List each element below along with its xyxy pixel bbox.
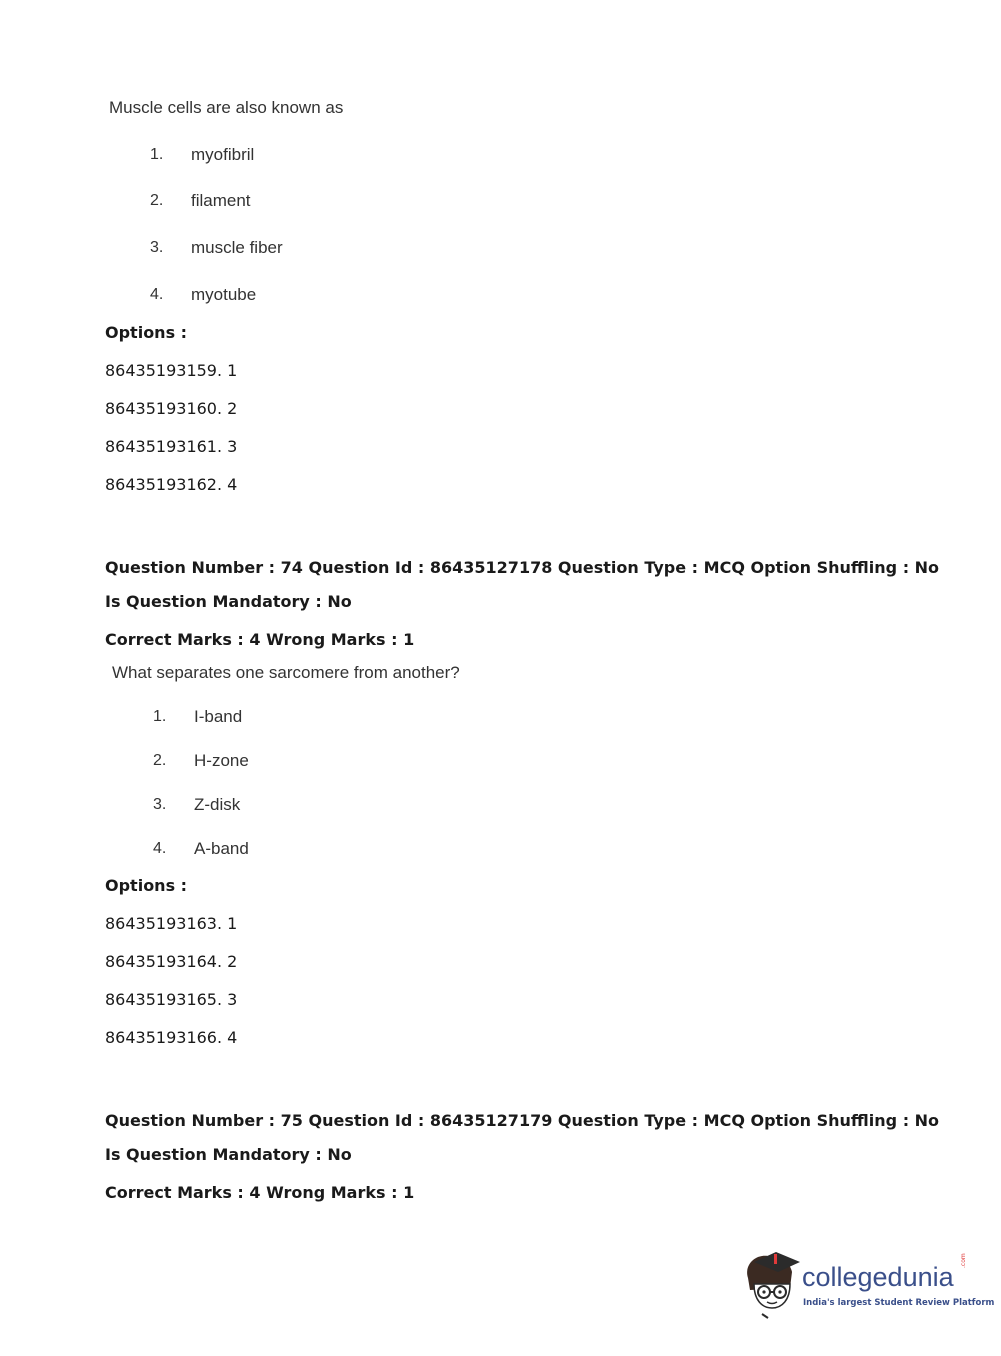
- option-id: 86435193160. 2: [105, 399, 238, 418]
- question-marks: Correct Marks : 4 Wrong Marks : 1: [105, 1183, 415, 1202]
- question-header: Question Number : 74 Question Id : 86435127178 Question Type : MCQ Option Shuffling : No: [105, 558, 940, 577]
- choice-text: myofibril: [191, 145, 255, 164]
- choice-text: muscle fiber: [191, 238, 283, 257]
- choice-text: Z-disk: [194, 795, 241, 814]
- choice-number: 4.: [153, 840, 167, 857]
- logo-suffix: .com: [960, 1253, 967, 1268]
- option-id: 86435193159. 1: [105, 361, 238, 380]
- logo-tagline: India's largest Student Review Platform: [803, 1298, 995, 1308]
- choice-text: myotube: [191, 285, 257, 304]
- choice-text: A-band: [194, 839, 249, 858]
- question-text: Muscle cells are also known as: [109, 98, 344, 117]
- option-id: 86435193162. 4: [105, 475, 238, 494]
- choice-number: 3.: [153, 796, 167, 813]
- mascot-icon: [740, 1248, 802, 1320]
- option-id: 86435193165. 3: [105, 990, 238, 1009]
- question-mandatory: Is Question Mandatory : No: [105, 1145, 352, 1164]
- choice-number: 1.: [150, 146, 164, 163]
- option-id: 86435193166. 4: [105, 1028, 238, 1047]
- choice-number: 2.: [150, 192, 164, 209]
- choice-number: 3.: [150, 239, 164, 256]
- logo-wordmark: collegedunia: [802, 1262, 954, 1292]
- choice-number: 2.: [153, 752, 167, 769]
- choice-text: filament: [191, 191, 251, 210]
- question-text: What separates one sarcomere from another?: [112, 663, 460, 682]
- choice-number: 1.: [153, 708, 167, 725]
- choice-text: I-band: [194, 707, 243, 726]
- option-id: 86435193164. 2: [105, 952, 238, 971]
- collegedunia-logo: [740, 1248, 995, 1320]
- option-id: 86435193163. 1: [105, 914, 238, 933]
- options-label: Options :: [105, 323, 188, 342]
- options-label: Options :: [105, 876, 188, 895]
- question-mandatory: Is Question Mandatory : No: [105, 592, 352, 611]
- option-id: 86435193161. 3: [105, 437, 238, 456]
- question-header: Question Number : 75 Question Id : 86435127179 Question Type : MCQ Option Shuffling : No: [105, 1111, 940, 1130]
- question-marks: Correct Marks : 4 Wrong Marks : 1: [105, 630, 415, 649]
- choice-number: 4.: [150, 286, 164, 303]
- choice-text: H-zone: [194, 751, 249, 770]
